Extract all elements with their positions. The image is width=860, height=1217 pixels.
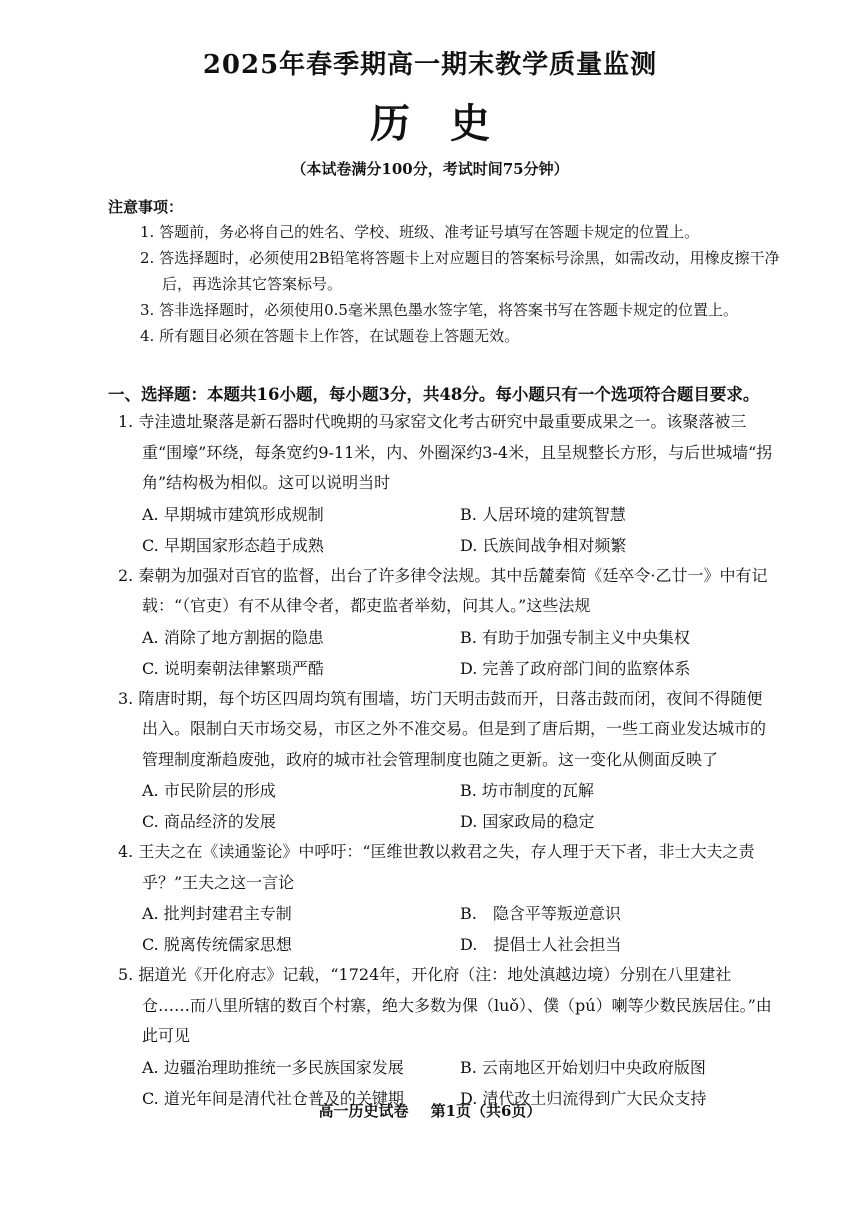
page-footer bbox=[0, 1100, 860, 1121]
notice-list bbox=[140, 219, 790, 349]
option-b: B. 云南地区开始划归中央政府版图 bbox=[460, 1057, 706, 1077]
question-stem: 2. 秦朝为加强对百官的监督，出台了许多律令法规。其中岳麓秦简《廷卒令·乙廿一》中有记载：“（官吏）有不从律令者，都吏监者举劾，问其人。”这些法规 bbox=[118, 565, 768, 615]
option-d: D. 提倡士人社会担当 bbox=[460, 935, 622, 954]
option-d: D. 完善了政府部门间的监察体系 bbox=[460, 658, 691, 678]
option-b: B. 人居环境的建筑智慧 bbox=[460, 504, 626, 524]
page-number: 第1页（共6页） bbox=[430, 1102, 542, 1120]
question-1 bbox=[118, 407, 778, 561]
option-b: B. 隐含平等叛逆意识 bbox=[460, 904, 621, 923]
question-stem: 5. 据道光《开化府志》记载，“1724年，开化府（注：地处滇越边境）分别在八里建社仓……而八里所辖的数百个村寨，绝大多数为倮（luǒ）、僕（pú）喇等少数民族居住。”由此可见 bbox=[118, 965, 772, 1045]
question-4 bbox=[118, 837, 778, 960]
option-c: C. 脱离传统儒家思想 bbox=[142, 935, 292, 954]
question-3 bbox=[118, 684, 778, 838]
option-row bbox=[118, 653, 778, 684]
option-a: A. 批判封建君主专制 bbox=[142, 904, 292, 923]
option-d: D. 国家政局的稳定 bbox=[460, 812, 595, 831]
option-b: B. 有助于加强专制主义中央集权 bbox=[460, 627, 690, 647]
notice-item: 2. 答选择题时，必须使用2B铅笔将答题卡上对应题目的答案标号涂黑，如需改动，用橡皮擦干净后，再选涂其它答案标号。 bbox=[140, 249, 780, 293]
notice-heading: 注意事项： bbox=[108, 198, 184, 216]
option-row bbox=[118, 929, 778, 960]
option-b: B. 坊市制度的瓦解 bbox=[460, 781, 594, 800]
question-stem: 1. 寺洼遗址聚落是新石器时代晚期的马家窑文化考古研究中最重要成果之一。该聚落被三重“围壕”环绕，每条宽约9-11米，内、外圈深约3-4米，且呈规整长方形，与后世城墙“拐角”结构极为相似。这可以说明当时 bbox=[118, 412, 773, 492]
option-c: C. 早期国家形态趋于成熟 bbox=[142, 535, 324, 555]
option-a: A. 市民阶层的形成 bbox=[142, 781, 276, 800]
question-stem: 4. 王夫之在《读通鉴论》中呼吁：“匡维世教以救君之失，存人理于天下者，非士大夫之责乎？”王夫之这一言论 bbox=[118, 842, 755, 892]
question-list bbox=[118, 407, 778, 1114]
question-2 bbox=[118, 561, 778, 684]
option-a: A. 消除了地方割据的隐患 bbox=[142, 627, 324, 647]
option-a: A. 边疆治理助推统一多民族国家发展 bbox=[142, 1057, 404, 1077]
notice-item: 4. 所有题目必须在答题卡上作答，在试题卷上答题无效。 bbox=[140, 327, 520, 345]
option-a: A. 早期城市建筑形成规制 bbox=[142, 504, 324, 524]
paper-name: 高一历史试卷 bbox=[318, 1102, 409, 1120]
exam-info: （本试卷满分100分，考试时间75分钟） bbox=[291, 160, 569, 178]
option-row bbox=[118, 530, 778, 561]
question-stem: 3. 隋唐时期，每个坊区四周均筑有围墙，坊门天明击鼓而开，日落击鼓而闭，夜间不得随便出入。限制白天市场交易，市区之外不准交易。但是到了唐后期，一些工商业发达城市的管理制度渐趋废弛，政府的城市社会管理制度也随之更新。这一变化从侧面反映了 bbox=[118, 688, 767, 769]
option-row bbox=[118, 775, 778, 806]
option-row bbox=[118, 806, 778, 837]
option-row bbox=[118, 898, 778, 929]
option-row bbox=[118, 499, 778, 530]
option-c: C. 商品经济的发展 bbox=[142, 812, 276, 831]
exam-title: 2025年春季期高一期末教学质量监测 bbox=[202, 50, 658, 80]
notice-item: 3. 答非选择题时，必须使用0.5毫米黑色墨水签字笔，将答案书写在答题卡规定的位置上。 bbox=[140, 301, 738, 319]
option-row bbox=[118, 1052, 778, 1083]
section-heading: 一、选择题：本题共16小题，每小题3分，共48分。每小题只有一个选项符合题目要求。 bbox=[108, 385, 760, 404]
notice-item: 1. 答题前，务必将自己的姓名、学校、班级、准考证号填写在答题卡规定的位置上。 bbox=[140, 223, 700, 241]
option-d: D. 氏族间战争相对频繁 bbox=[460, 535, 627, 555]
question-5 bbox=[118, 960, 778, 1114]
subject-title: 历史 bbox=[370, 100, 530, 147]
option-c: C. 说明秦朝法律繁琐严酷 bbox=[142, 658, 324, 678]
option-c: C. 道光年间是清代社仓普及的关键期 bbox=[142, 1088, 404, 1108]
option-d: D. 清代改土归流得到广大民众支持 bbox=[460, 1088, 707, 1108]
option-row bbox=[118, 622, 778, 653]
